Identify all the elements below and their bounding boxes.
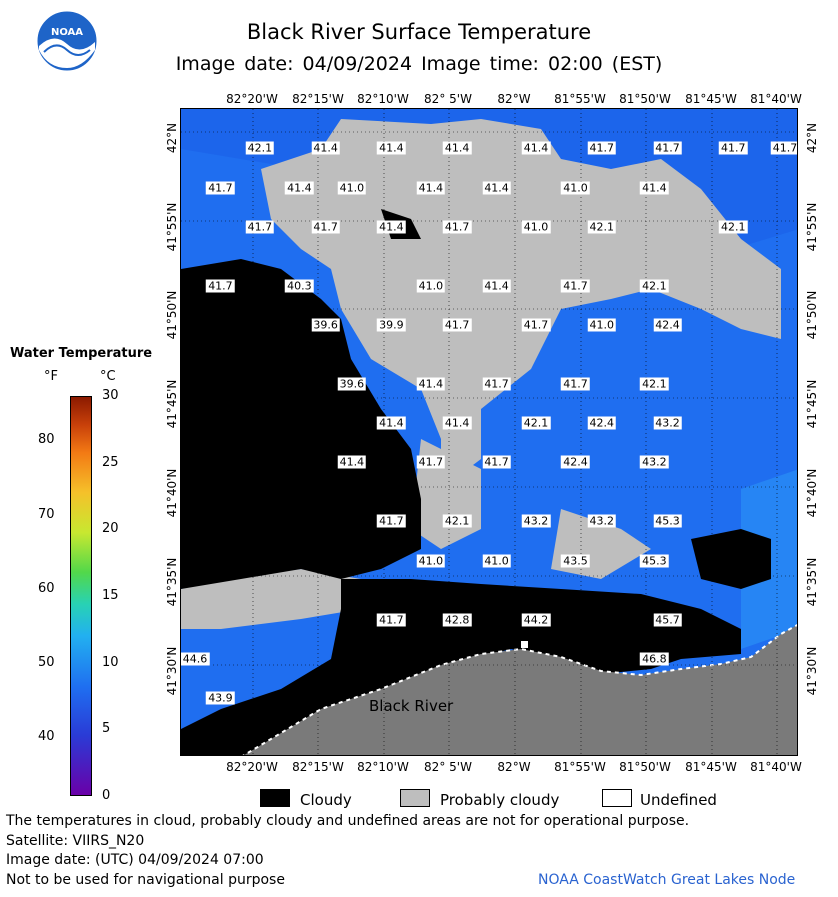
- fahrenheit-tick-label: 50: [38, 654, 55, 670]
- temperature-label: 41.4: [444, 416, 470, 430]
- cloudy-swatch: [260, 789, 290, 807]
- lat-label-right: 41°35'N: [805, 557, 819, 607]
- fahrenheit-tick-label: 40: [38, 728, 55, 744]
- temperature-label: 41.4: [523, 141, 549, 155]
- legend-title: Water Temperature: [10, 346, 153, 361]
- celsius-tick-label: 10: [102, 654, 119, 670]
- temperature-label: 41.7: [655, 141, 680, 155]
- temperature-label: 39.9: [379, 318, 404, 332]
- temperature-label: 42.1: [247, 141, 273, 155]
- temperature-label: 41.4: [339, 455, 365, 469]
- temperature-label: 41.7: [589, 141, 615, 155]
- lat-label-left: 41°45'N: [165, 379, 179, 429]
- cloudy-label: Cloudy: [300, 791, 352, 809]
- temperature-label: 45.3: [655, 514, 680, 528]
- celsius-tick-label: 25: [102, 454, 119, 470]
- temperature-label: 42.1: [523, 416, 549, 430]
- temperature-label: 41.7: [444, 220, 470, 234]
- temperature-label: 39.6: [313, 318, 338, 332]
- undefined-label: Undefined: [640, 791, 717, 809]
- color-scale-bar: [70, 396, 92, 796]
- temperature-label: 41.0: [589, 318, 615, 332]
- disclaimer-text: The temperatures in cloud, probably cloudy and undefined areas are not for operational purpose.: [6, 813, 690, 829]
- temperature-label: 41.7: [379, 613, 404, 627]
- celsius-tick-label: 30: [102, 388, 119, 403]
- undefined-pixel: [521, 641, 528, 648]
- lat-label-left: 41°50'N: [165, 290, 179, 340]
- temperature-label: 42.1: [589, 220, 615, 234]
- temperature-label: 41.7: [563, 377, 588, 391]
- lon-label-top: 81°50'W: [619, 92, 671, 106]
- lon-label-bottom: 82°W: [497, 760, 531, 774]
- lon-label-top: 81°45'W: [685, 92, 737, 106]
- lat-label-right: 42°N: [805, 122, 819, 154]
- temperature-label: 41.4: [379, 141, 404, 155]
- temperature-label: 41.0: [418, 554, 444, 568]
- temperature-label: 41.7: [379, 514, 404, 528]
- temperature-label: 43.2: [523, 514, 549, 528]
- lon-label-top: 81°40'W: [750, 92, 802, 106]
- temperature-label: 41.7: [208, 279, 233, 293]
- lat-label-right: 41°45'N: [805, 379, 819, 429]
- temperature-label: 41.4: [313, 141, 338, 155]
- temperature-label: 41.0: [418, 279, 444, 293]
- temperature-label: 42.4: [563, 455, 588, 469]
- lat-label-left: 41°35'N: [165, 557, 179, 607]
- temperature-label: 46.8: [642, 652, 667, 666]
- temperature-label: 42.4: [589, 416, 615, 430]
- lat-label-right: 41°40'N: [805, 468, 819, 518]
- temperature-label: 41.4: [444, 141, 470, 155]
- lon-label-bottom: 82°20'W: [226, 760, 278, 774]
- lat-label-right: 41°55'N: [805, 202, 819, 252]
- temperature-label: 43.2: [642, 455, 667, 469]
- noaa-logo-text: NOAA: [50, 27, 84, 38]
- lat-label-left: 41°55'N: [165, 202, 179, 252]
- fahrenheit-tick-label: 80: [38, 432, 55, 448]
- lon-label-top: 81°55'W: [554, 92, 606, 106]
- temperature-label: 41.7: [721, 141, 746, 155]
- celsius-tick-label: 5: [102, 721, 111, 737]
- probably-cloudy-label: Probably cloudy: [440, 791, 560, 809]
- black-river-label: Black River: [369, 697, 454, 715]
- temperature-label: 41.7: [563, 279, 588, 293]
- temperature-label: 41.7: [772, 141, 798, 155]
- temperature-label: 41.7: [484, 455, 509, 469]
- temperature-label: 45.3: [642, 554, 667, 568]
- utc-date-text: Image date: (UTC) 04/09/2024 07:00: [6, 852, 264, 868]
- temperature-label: 41.4: [379, 416, 404, 430]
- lon-label-top: 82°W: [497, 92, 531, 106]
- fahrenheit-tick-label: 60: [38, 580, 55, 596]
- legend-unit-f: °F: [44, 369, 58, 384]
- lon-label-top: 82°20'W: [226, 92, 278, 106]
- probably-cloudy-swatch: [400, 789, 430, 807]
- legend-unit-c: °C: [100, 369, 116, 384]
- temperature-label: 41.0: [484, 554, 509, 568]
- temperature-map: [180, 108, 798, 756]
- lat-label-left: 41°40'N: [165, 468, 179, 518]
- temperature-label: 41.4: [484, 181, 509, 195]
- lat-label-right: 41°50'N: [805, 290, 819, 340]
- fahrenheit-tick-label: 70: [38, 506, 55, 522]
- temperature-label: 41.4: [642, 181, 667, 195]
- celsius-tick-label: 20: [102, 521, 119, 537]
- temperature-label: 39.6: [339, 377, 365, 391]
- undefined-swatch: [602, 789, 632, 807]
- temperature-label: 41.7: [313, 220, 338, 234]
- temperature-label: 44.6: [182, 652, 208, 666]
- temperature-label: 41.4: [484, 279, 509, 293]
- satellite-text: Satellite: VIIRS_N20: [6, 833, 145, 849]
- temperature-label: 43.2: [655, 416, 680, 430]
- temperature-label: 42.8: [444, 613, 470, 627]
- temperature-label: 41.4: [287, 181, 312, 195]
- celsius-tick-label: 15: [102, 588, 119, 603]
- temperature-label: 43.5: [563, 554, 588, 568]
- temperature-label: 44.2: [523, 613, 549, 627]
- lon-label-bottom: 81°55'W: [554, 760, 606, 774]
- temperature-label: 41.7: [208, 181, 233, 195]
- temperature-label: 42.4: [655, 318, 680, 332]
- page-title: Black River Surface Temperature: [246, 20, 592, 44]
- temperature-label: 41.4: [418, 181, 444, 195]
- lon-label-top: 82° 5'W: [424, 92, 472, 106]
- temperature-label: 41.7: [523, 318, 549, 332]
- black-river-marker: [367, 683, 375, 691]
- lat-label-left: 41°30'N: [165, 646, 179, 696]
- temperature-label: 42.1: [642, 377, 667, 391]
- lon-label-bottom: 81°40'W: [750, 760, 802, 774]
- image-date-time: Image date: 04/09/2024 Image time: 02:00 (EST): [175, 53, 663, 75]
- temperature-label: 41.7: [247, 220, 273, 234]
- credit-text: NOAA CoastWatch Great Lakes Node: [538, 872, 796, 888]
- temperature-label: 43.9: [208, 691, 233, 705]
- temperature-label: 41.0: [563, 181, 588, 195]
- temperature-label: 41.0: [339, 181, 365, 195]
- lat-label-left: 42°N: [165, 122, 179, 154]
- nav-warning-text: Not to be used for navigational purpose: [6, 872, 285, 888]
- temperature-label: 41.7: [418, 455, 444, 469]
- temperature-label: 42.1: [642, 279, 667, 293]
- lon-label-bottom: 82°10'W: [357, 760, 409, 774]
- temperature-label: 41.4: [418, 377, 444, 391]
- lat-label-right: 41°30'N: [805, 646, 819, 696]
- temperature-label: 41.7: [444, 318, 470, 332]
- lon-label-top: 82°15'W: [292, 92, 344, 106]
- lon-label-top: 82°10'W: [357, 92, 409, 106]
- lon-label-bottom: 81°45'W: [685, 760, 737, 774]
- lon-label-bottom: 82°15'W: [292, 760, 344, 774]
- temperature-label: 40.3: [287, 279, 312, 293]
- temperature-label: 45.7: [655, 613, 680, 627]
- temperature-label: 42.1: [721, 220, 746, 234]
- temperature-label: 41.7: [484, 377, 509, 391]
- temperature-label: 41.4: [379, 220, 404, 234]
- lon-label-bottom: 81°50'W: [619, 760, 671, 774]
- lon-label-bottom: 82° 5'W: [424, 760, 472, 774]
- map-canvas: [181, 109, 798, 756]
- temperature-label: 43.2: [589, 514, 615, 528]
- temperature-label: 42.1: [444, 514, 470, 528]
- celsius-tick-label: 0: [102, 788, 111, 803]
- temperature-label: 41.0: [523, 220, 549, 234]
